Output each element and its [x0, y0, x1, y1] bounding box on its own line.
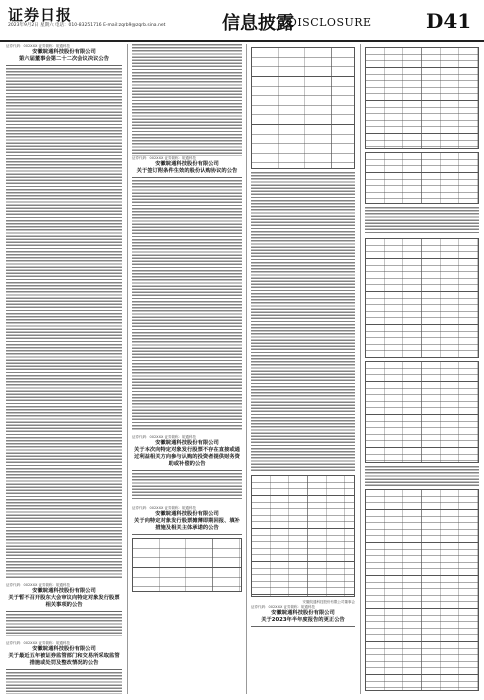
announcement-financial-assistance	[132, 435, 242, 501]
announcement-shareholder-meeting	[6, 583, 122, 636]
financial-table	[365, 152, 479, 204]
column-divider	[360, 44, 361, 694]
stock-code: 证券代码：002XXX 证券简称：皖通科技	[6, 641, 70, 645]
announcement-title: 关于暂不召开股东大会审议向特定对象发行股票相关事项的公告	[6, 595, 122, 612]
company-name: 安徽皖通科技股份有限公司	[155, 161, 219, 167]
company-name: 安徽皖通科技股份有限公司	[32, 646, 96, 652]
company-name: 安徽皖通科技股份有限公司	[155, 440, 219, 446]
issue-info: 2023年9月2日 星期六 电话：010-83251716 E-mail:zqrb9@zqrb.sina.net	[8, 23, 166, 28]
announcement-title: 关于本次向特定对象发行股票不存在直接或通过利益相关方向参与认购的投资者提供财务资助或补偿的公告	[132, 447, 242, 471]
body-text	[251, 172, 355, 472]
announcement-title: 关于签订附条件生效的股份认购协议的公告	[132, 168, 242, 178]
financial-table	[365, 238, 479, 358]
company-name: 安徽皖通科技股份有限公司	[32, 49, 96, 55]
stock-code: 证券代码：002XXX 证券简称：皖通科技	[132, 156, 196, 160]
column-3	[251, 44, 355, 694]
body-text	[132, 180, 242, 430]
announcement-title: 关于2023年半年度报告的更正公告	[251, 617, 355, 627]
masthead	[0, 0, 484, 42]
announcement-board-resolution	[6, 44, 122, 578]
column-divider	[246, 44, 247, 694]
body-text	[365, 207, 479, 235]
body-text	[6, 68, 122, 578]
column-4	[365, 44, 479, 694]
data-table	[132, 538, 242, 592]
stock-code: 证券代码：002XXX 证券简称：皖通科技	[251, 605, 315, 609]
stock-code: 证券代码：002XXX 证券简称：皖通科技	[132, 506, 196, 510]
section-title: 信息披露	[222, 13, 294, 34]
announcement-correction	[251, 605, 355, 627]
company-name: 安徽皖通科技股份有限公司	[271, 610, 335, 616]
stock-code: 证券代码：002XXX 证券简称：皖通科技	[6, 44, 70, 48]
column-divider	[127, 44, 128, 694]
company-info-table	[251, 47, 355, 169]
newspaper-logo: 证券日报	[8, 6, 73, 24]
stock-code: 证券代码：002XXX 证券简称：皖通科技	[6, 583, 70, 587]
company-name: 安徽皖通科技股份有限公司	[155, 511, 219, 517]
column-2	[132, 44, 242, 694]
announcement-title: 关于向特定对象发行股票摊薄即期回报、填补措施及相关主体承诺的公告	[132, 518, 242, 535]
stock-code: 证券代码：002XXX 证券简称：皖通科技	[132, 435, 196, 439]
body-text	[132, 44, 242, 156]
company-name: 安徽皖通科技股份有限公司	[32, 588, 96, 594]
body-text	[6, 672, 122, 694]
page-number: D41	[426, 9, 472, 33]
signature: 安徽皖通科技股份有限公司董事会	[302, 600, 355, 604]
announcement-dilution	[132, 506, 242, 592]
body-text	[365, 466, 479, 486]
financial-table	[365, 489, 479, 691]
financial-table	[365, 47, 479, 149]
announcement-title: 第六届董事会第二十二次会议决议公告	[6, 56, 122, 66]
section-title-en: DISCLOSURE	[288, 16, 372, 29]
body-text	[132, 473, 242, 501]
body-text	[6, 614, 122, 636]
announcement-subscription-agreement	[132, 156, 242, 430]
data-table	[251, 475, 355, 597]
financial-table	[365, 361, 479, 463]
announcement-regulatory-measures	[6, 641, 122, 694]
announcement-title: 关于最近五年被证券监管部门和交易所采取监管措施或处罚及整改情况的公告	[6, 653, 122, 670]
column-1	[6, 44, 122, 694]
